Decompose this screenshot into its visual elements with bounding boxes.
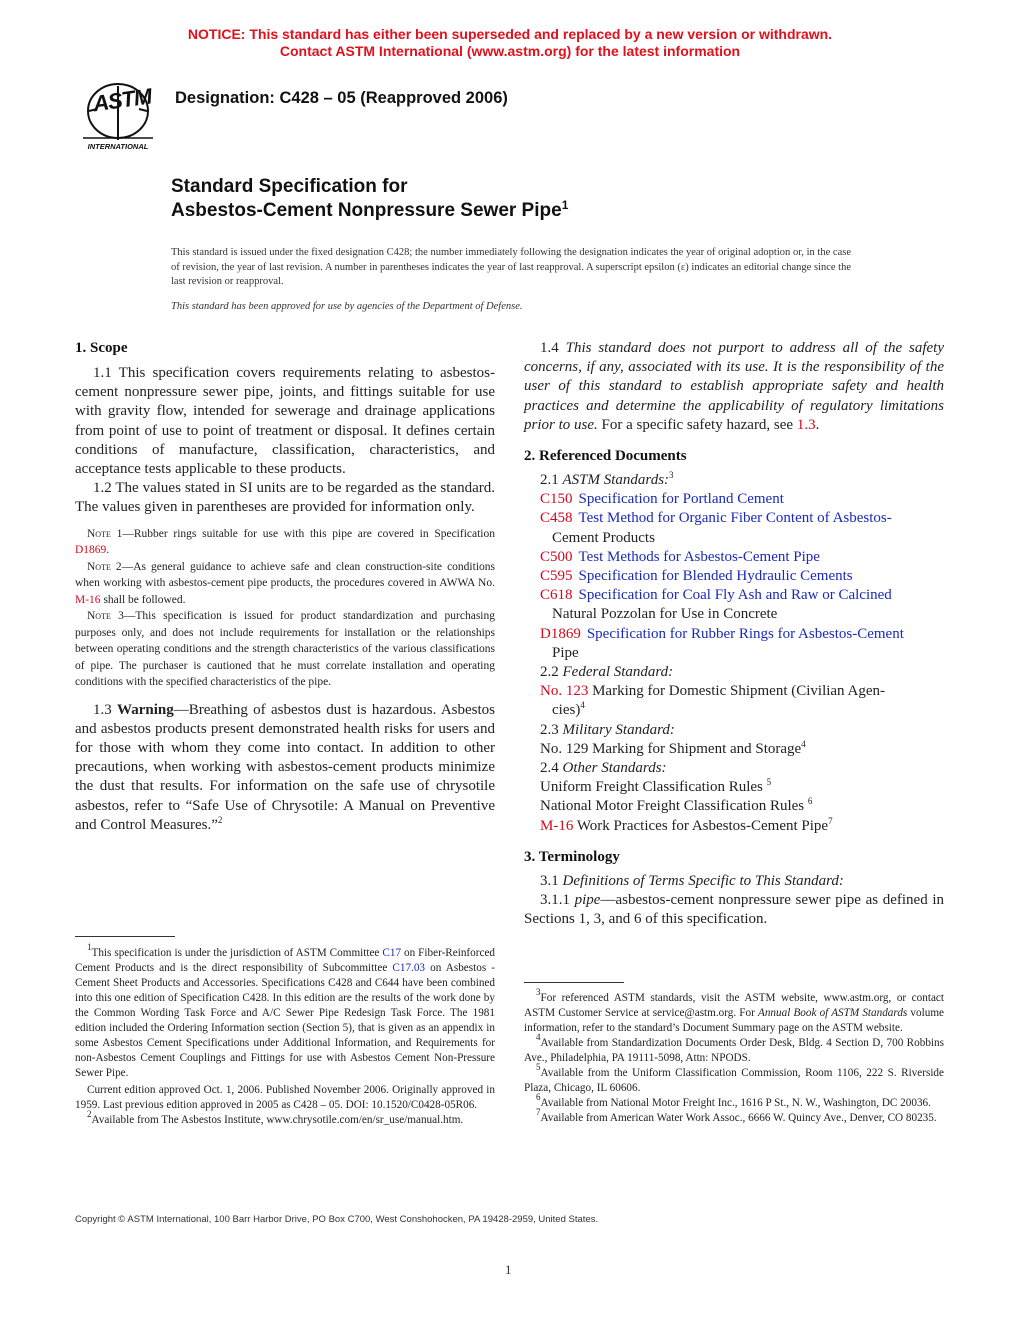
terminology-pipe-term: pipe <box>574 892 601 909</box>
copyright-line: Copyright © ASTM International, 100 Barr Harbor Drive, PO Box C700, West Conshohocken, PA 19428-2959, United States. <box>75 1214 599 1225</box>
other-label-num: 2.4 <box>540 760 563 777</box>
astm-logo <box>75 78 161 154</box>
note-1-label: Note 1 <box>87 527 123 540</box>
footnote-6 <box>524 1092 944 1111</box>
astm-standard-title-cont[interactable]: Cement Products <box>552 529 655 546</box>
referenced-heading: 2. Referenced Documents <box>524 448 687 465</box>
footnote-1 <box>75 942 496 1081</box>
astm-label-text: ASTM Standards: <box>562 472 670 489</box>
footnote-6-mark: 6 <box>536 1092 541 1102</box>
scope-1-4 <box>524 339 944 435</box>
other-2-text: National Motor Freight Classification Rules <box>540 798 808 815</box>
footnote-1-link-c1703[interactable]: C17.03 <box>392 962 426 974</box>
left-column <box>75 340 495 835</box>
federal-label-num: 2.2 <box>540 664 563 681</box>
note-1-text: —Rubber rings suitable for use with this pipe are covered in Specification <box>122 527 495 540</box>
notice-line-1: NOTICE: This standard has either been superseded and replaced by a new version or withdrawn. <box>187 26 833 42</box>
footnote-2-mark: 2 <box>87 1109 92 1119</box>
dod-approval-statement: This standard has been approved for use by agencies of the Department of Defense. <box>171 301 523 312</box>
military-item-text: No. 129 Marking for Shipment and Storage <box>540 740 802 757</box>
footnote-4-mark: 4 <box>536 1032 541 1042</box>
astm-standard-title-cont[interactable]: Pipe <box>552 644 579 661</box>
astm-standard-code-link[interactable]: C595 <box>540 568 573 585</box>
astm-standard-code-link[interactable]: C150 <box>540 491 573 508</box>
terminology-3-1-num: 3.1 <box>540 872 563 889</box>
astm-standard-item <box>524 490 944 509</box>
footnote-5 <box>524 1062 944 1096</box>
scope-1-1: 1.1 This specification covers requirements relating to asbestos-cement nonpressure sewer pipe, joints, and fittings suitable for use with gravity flow, intended for sewerage and drainage applications from point of use to point of treatment or disposal. It defines certain conditions of manufacture, classification, characteristics, and acceptance tests applicable to these products. <box>75 365 495 478</box>
astm-standard-item <box>524 567 944 586</box>
other-standard-1 <box>524 778 944 797</box>
footnote-5-text: Available from the Uniform Classification Commission, Room 1106, 222 S. Riverside Plaza, Chicago, IL 60606. <box>524 1067 944 1094</box>
scope-1-4-num: 1.4 <box>540 340 566 356</box>
astm-standard-code-link[interactable]: C458 <box>540 510 573 527</box>
other-3-sup: 7 <box>828 815 833 826</box>
note-2-label: Note 2 <box>87 560 122 573</box>
terminology-3-1 <box>524 872 944 891</box>
federal-label-text: Federal Standard: <box>562 664 674 681</box>
footnote-4 <box>524 1032 944 1066</box>
military-standard-item <box>524 740 944 759</box>
astm-label-num: 2.1 <box>540 472 563 489</box>
other-2-sup: 6 <box>807 796 813 807</box>
right-column <box>524 339 944 929</box>
astm-standard-title-link[interactable]: Test Method for Organic Fiber Content of Asbestos- <box>578 510 892 527</box>
footnote-1-text-c: on Asbestos - Cement Sheet Products and Accessories. Specifications C428 and C644 have been combined into this one edition of Specification C428. In this edition are the results of the work done by the Common Wording Task Force and A/C Sewer Pipe Redesign Task Force. The 1981 edition included the Ordering Information section (Section 5), that is given as an appendix in some Asbestos Cement Specifications under Additional Information, and Requirements for non-Asbestos Cement Couplings and Fittings for use with Asbestos Cement Non-Pressure Sewer Pipe. <box>75 962 496 1079</box>
astm-standard-item <box>524 625 944 644</box>
military-standard-label <box>524 721 944 740</box>
footnote-3-text-a: For referenced ASTM standards, visit the ASTM website, www.astm.org, or contact ASTM Customer Service at service@astm.org. For <box>524 992 944 1019</box>
footnote-2-text: Available from The Asbestos Institute, www.chrysotile.com/en/sr_use/manual.htm. <box>91 1114 464 1126</box>
astm-standard-title-link[interactable]: Test Methods for Asbestos-Cement Pipe <box>578 548 820 565</box>
footnote-1-edition: Current edition approved Oct. 1, 2006. Published November 2006. Originally approved in 1959. Last previous edition approved in 2005 as C428 – 05. DOI: 10.1520/C0428-05R06. <box>75 1084 495 1111</box>
notice-line-2: Contact ASTM International (www.astm.org) for the latest information <box>279 43 741 59</box>
note-2-tail: shall be followed. <box>100 593 186 606</box>
footnote-7 <box>524 1107 944 1126</box>
other-1-sup: 5 <box>766 777 772 788</box>
title-line-1: Standard Specification for <box>171 176 408 197</box>
warning-label: Warning <box>117 701 174 718</box>
other-1-text: Uniform Freight Classification Rules <box>540 779 767 796</box>
scope-1-3 <box>75 701 495 835</box>
footnote-1-text-b: on Fiber-Reinforced Cement Products and is the direct responsibility of Subcommittee <box>75 947 495 974</box>
astm-standards-label <box>524 471 944 490</box>
note-2-link-m16[interactable]: M-16 <box>75 593 101 606</box>
military-sup: 4 <box>801 738 806 749</box>
footnote-3 <box>524 987 944 1036</box>
footnote-1-link-c17[interactable]: C17 <box>382 947 402 959</box>
other-3-link-m16[interactable]: M-16 <box>540 817 574 834</box>
astm-standard-item <box>524 586 944 605</box>
footnote-1-text-a: This specification is under the jurisdiction of ASTM Committee <box>91 947 383 959</box>
note-2 <box>75 559 495 609</box>
note-2-text: —As general guidance to achieve safe and clean construction-site conditions when working with asbestos-cement pipe products, the procedures covered in AWWA No. <box>75 560 495 590</box>
astm-standard-title-cont[interactable]: Natural Pozzolan for Use in Concrete <box>552 606 778 623</box>
footnote-7-text: Available from American Water Work Assoc., 6666 W. Quincy Ave., Denver, CO 80235. <box>540 1112 937 1124</box>
scope-1-3-num: 1.3 <box>93 701 118 718</box>
federal-standard-item <box>524 682 944 701</box>
note-3-text: —This specification is issued for product standardization and purchasing purposes only, and does not include requirements for installation or the relationships between operating conditions and the strength characteristics of the various classifications of pipe. The purchaser is cautioned that he must correlate installation and operating conditions with the specified characteristics of the pipe. <box>75 610 495 689</box>
left-footnotes <box>75 942 496 1128</box>
military-label-text: Military Standard: <box>562 721 675 738</box>
right-footnotes <box>524 987 944 1126</box>
astm-standard-code-link[interactable]: C500 <box>540 548 573 565</box>
footnote-4-text: Available from Standardization Documents Order Desk, Bldg. 4 Section D, 700 Robbins Ave., Philadelphia, PA 19111-5098, Attn: NPODS. <box>524 1037 944 1064</box>
footnote-3-mark: 3 <box>536 987 541 997</box>
title-footnote-mark: 1 <box>561 198 569 212</box>
page-number: 1 <box>505 1262 512 1277</box>
federal-standard-link[interactable]: No. 123 <box>540 683 589 700</box>
note-1-link-d1869[interactable]: D1869 <box>75 544 107 557</box>
footnote-5-mark: 5 <box>536 1062 541 1072</box>
footnote-2 <box>75 1109 495 1128</box>
federal-cont-text: cies) <box>552 702 581 719</box>
federal-standard-label <box>524 663 944 682</box>
scope-1-4-italic: This standard does not purport to address all of the safety concerns, if any, associated with its use. It is the responsibility of the user of this standard to establish appropriate safety and health practices and determine the applicability of regulatory limitations prior to use. <box>524 340 945 433</box>
footnote-7-mark: 7 <box>536 1107 541 1117</box>
astm-standard-code-link[interactable]: D1869 <box>540 625 581 642</box>
scope-1-3-text: —Breathing of asbestos dust is hazardous. Asbestos and asbestos products present demonstrated health risks for users and for those with whom they come into contact. In addition to other precautions, when working with asbestos-cement products minimize the dust that results. For information on the safe use of chrysotile asbestos, refer to “Safe Use of Chrysotile: A Manual on Preventive and Control Measures.” <box>75 701 495 833</box>
astm-standard-item <box>524 548 944 567</box>
astm-label-sup: 3 <box>669 470 674 481</box>
terminology-3-1-1-num: 3.1.1 <box>540 892 575 909</box>
terminology-heading: 3. Terminology <box>524 848 620 865</box>
designation: Designation: C428 – 05 (Reapproved 2006) <box>175 89 508 107</box>
footnote-1-mark: 1 <box>87 942 92 952</box>
federal-sup: 4 <box>580 700 585 711</box>
title-text: Asbestos-Cement Nonpressure Sewer Pipe <box>171 200 562 221</box>
scope-1-4-tail: . <box>815 416 820 433</box>
astm-standards-list <box>524 490 944 663</box>
other-label-text: Other Standards: <box>562 760 667 777</box>
astm-standard-title-link[interactable]: Specification for Coal Fly Ash and Raw or Calcined <box>578 587 892 604</box>
footnote-6-text: Available from National Motor Freight Inc., 1616 P St., N. W., Washington, DC 20036. <box>540 1097 931 1109</box>
issued-statement: This standard is issued under the fixed designation C428; the number immediately following the designation indicates the year of original adoption or, in the case of revision, the year of last revision. A number in parentheses indicates the year of last reapproval. A superscript epsilon (ε) indicates an editorial change since the last revision or reapproval. <box>171 247 851 287</box>
astm-standard-title-link[interactable]: Specification for Portland Cement <box>578 491 784 508</box>
footnote-3-text-b: volume information, refer to the standard’s Document Summary page on the ASTM website. <box>524 1007 944 1034</box>
astm-standard-title-link[interactable]: Specification for Rubber Rings for Asbestos-Cement <box>586 625 904 642</box>
note-1: Note 1—Rubber rings suitable for use with this pipe are covered in Specification D1869. <box>75 527 495 557</box>
terminology-3-1-1 <box>524 891 944 929</box>
other-3-title: Work Practices for Asbestos-Cement Pipe <box>573 817 829 834</box>
scope-1-4-text: For a specific safety hazard, see <box>597 416 797 433</box>
logo-subtitle: INTERNATIONAL <box>87 142 149 151</box>
military-label-num: 2.3 <box>540 721 563 738</box>
astm-standard-title-link[interactable]: Specification for Blended Hydraulic Cements <box>578 568 853 585</box>
astm-standard-code-link[interactable]: C618 <box>540 587 573 604</box>
scope-1-2: 1.2 The values stated in SI units are to be regarded as the standard. The values given in parentheses are provided for information only. <box>75 480 495 516</box>
note-3-label: Note 3 <box>87 610 124 623</box>
title-line-2 <box>171 200 568 222</box>
terminology-3-1-1-text: —asbestos-cement nonpressure sewer pipe as defined in Sections 1, 3, and 6 of this specification. <box>524 892 944 928</box>
footnote-3-italic: Annual Book of ASTM Standards <box>758 1007 908 1019</box>
logo-letters: ASTM <box>91 83 153 117</box>
terminology-3-1-text: Definitions of Terms Specific to This Standard: <box>562 872 844 889</box>
scope-heading: 1. Scope <box>75 340 128 356</box>
other-standard-2 <box>524 797 944 816</box>
other-standard-3 <box>524 817 944 836</box>
scope-1-3-footnote-mark: 2 <box>217 814 223 825</box>
left-footnote-rule <box>75 936 175 937</box>
right-footnote-rule <box>524 982 624 983</box>
other-standards-label <box>524 759 944 778</box>
federal-standard-title: Marking for Domestic Shipment (Civilian Agen- <box>588 683 885 700</box>
astm-standard-item <box>524 509 944 528</box>
federal-standard-cont <box>524 701 944 720</box>
withdrawn-notice <box>0 26 1020 60</box>
note-3 <box>75 608 495 691</box>
scope-1-4-link[interactable]: 1.3 <box>796 416 816 433</box>
